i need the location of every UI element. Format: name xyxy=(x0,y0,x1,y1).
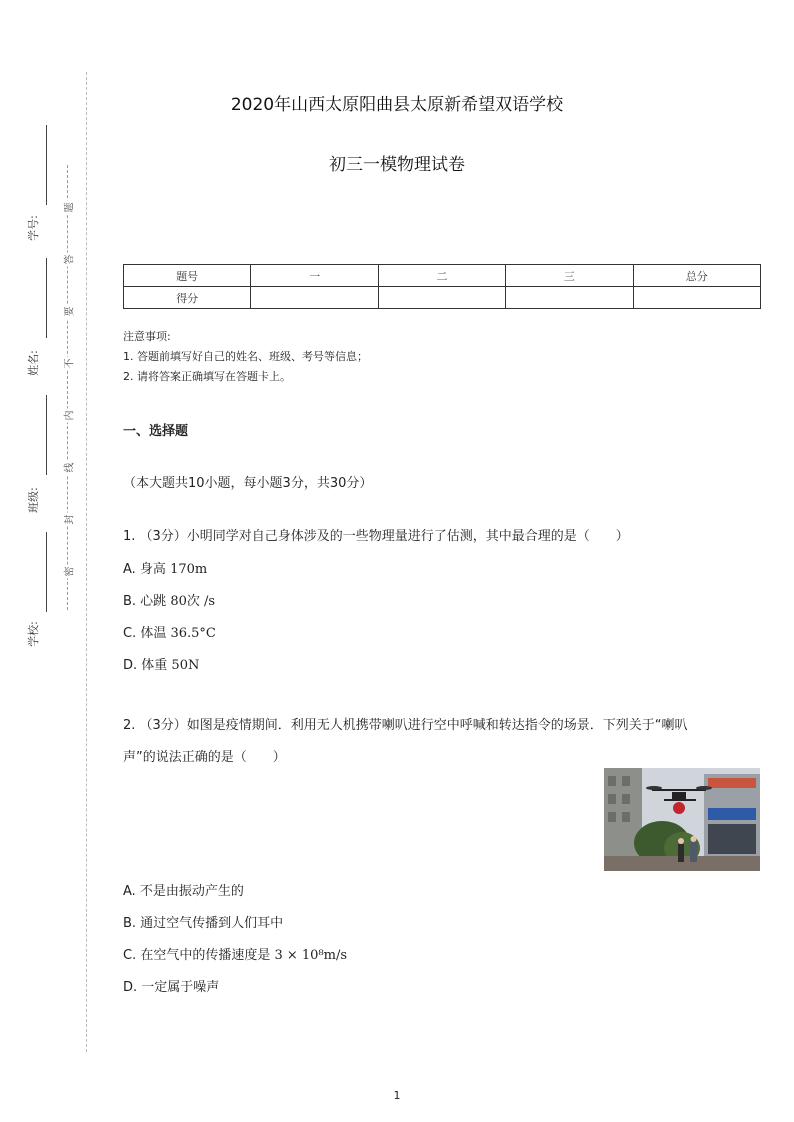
option-value: 80次 /s xyxy=(170,594,216,609)
option-value: 170m xyxy=(170,562,208,577)
question-2-stem-line1: 2. （3分）如图是疫情期间．利用无人机携带喇叭进行空中呼喊和转达指令的场景．下列关于“喇叭 xyxy=(123,718,688,733)
option-value: 50N xyxy=(171,658,200,673)
seal-char-8: 密 xyxy=(61,565,76,579)
option-label: D. 一定属于噪声 xyxy=(123,980,220,995)
score-header-cell: 三 xyxy=(506,265,633,287)
seal-char-1: 题 xyxy=(61,201,76,215)
option-label: C. 体温 xyxy=(123,626,171,641)
q2-option-c xyxy=(123,944,347,963)
score-cell[interactable] xyxy=(378,287,505,309)
score-table-score-row xyxy=(124,287,761,309)
section-instruction: （本大题共10小题，每小题3分，共30分） xyxy=(123,476,373,491)
section-heading: 一、选择题 xyxy=(123,424,189,439)
option-label: C. 在空气中的传播速度是 xyxy=(123,948,275,963)
notice-item: 1. 答题前填写好自己的姓名、班级、考号等信息； xyxy=(123,350,368,363)
option-label: B. 通过空气传播到人们耳中 xyxy=(123,916,284,931)
score-header-cell: 题号 xyxy=(124,265,251,287)
seal-char-6: 线 xyxy=(61,461,76,475)
option-label: A. 身高 xyxy=(123,562,171,577)
margin-dashed-rule xyxy=(86,72,87,1052)
seal-char-7: 封 xyxy=(61,513,76,527)
q1-option-a xyxy=(123,558,207,577)
q2-option-d xyxy=(123,976,219,995)
score-header-cell: 总分 xyxy=(633,265,760,287)
drone-photo xyxy=(604,768,760,871)
q2-option-b xyxy=(123,912,283,931)
name-label: 姓名: xyxy=(26,350,40,376)
name-line-name xyxy=(46,258,47,338)
student-id-label: 学号: xyxy=(26,215,40,241)
page-number: 1 xyxy=(393,1089,401,1102)
seal-char-2: 答 xyxy=(61,253,76,267)
name-line-class xyxy=(46,395,47,475)
seal-char-5: 内 xyxy=(61,409,76,423)
seal-char-3: 要 xyxy=(61,305,76,319)
notice-title: 注意事项: xyxy=(123,330,171,343)
q1-option-d xyxy=(123,654,199,673)
score-cell[interactable] xyxy=(251,287,378,309)
option-label: D. 体重 xyxy=(123,658,172,673)
exam-subtitle: 初三一模物理试卷 xyxy=(329,155,465,175)
name-line-school xyxy=(46,532,47,612)
q1-option-b xyxy=(123,590,215,609)
option-label: B. 心跳 xyxy=(123,594,171,609)
score-header-cell: 二 xyxy=(378,265,505,287)
score-table-header-row xyxy=(124,265,761,287)
q2-option-a xyxy=(123,880,244,899)
school-label: 学校: xyxy=(26,621,40,647)
exam-school-title: 2020年山西太原阳曲县太原新希望双语学校 xyxy=(230,95,564,115)
drone-scene-illustration xyxy=(604,768,760,871)
question-1-stem: 1. （3分）小明同学对自己身体涉及的一些物理量进行了估测，其中最合理的是（ ） xyxy=(123,529,629,544)
notice-item: 2. 请将答案正确填写在答题卡上。 xyxy=(123,370,291,383)
q1-option-c xyxy=(123,622,216,641)
score-cell[interactable] xyxy=(506,287,633,309)
seal-dotted-line xyxy=(67,165,68,610)
option-value: 3 × 10⁸m/s xyxy=(274,948,348,963)
question-2-stem-line2: 声”的说法正确的是（ ） xyxy=(123,750,286,765)
score-cell[interactable] xyxy=(633,287,760,309)
class-label: 班级: xyxy=(26,487,40,513)
score-row-label: 得分 xyxy=(124,287,251,309)
option-value: 36.5°C xyxy=(170,626,216,641)
seal-char-4: 不 xyxy=(61,357,76,371)
score-header-cell: 一 xyxy=(251,265,378,287)
option-label: A. 不是由振动产生的 xyxy=(123,884,244,899)
score-table xyxy=(123,264,761,309)
